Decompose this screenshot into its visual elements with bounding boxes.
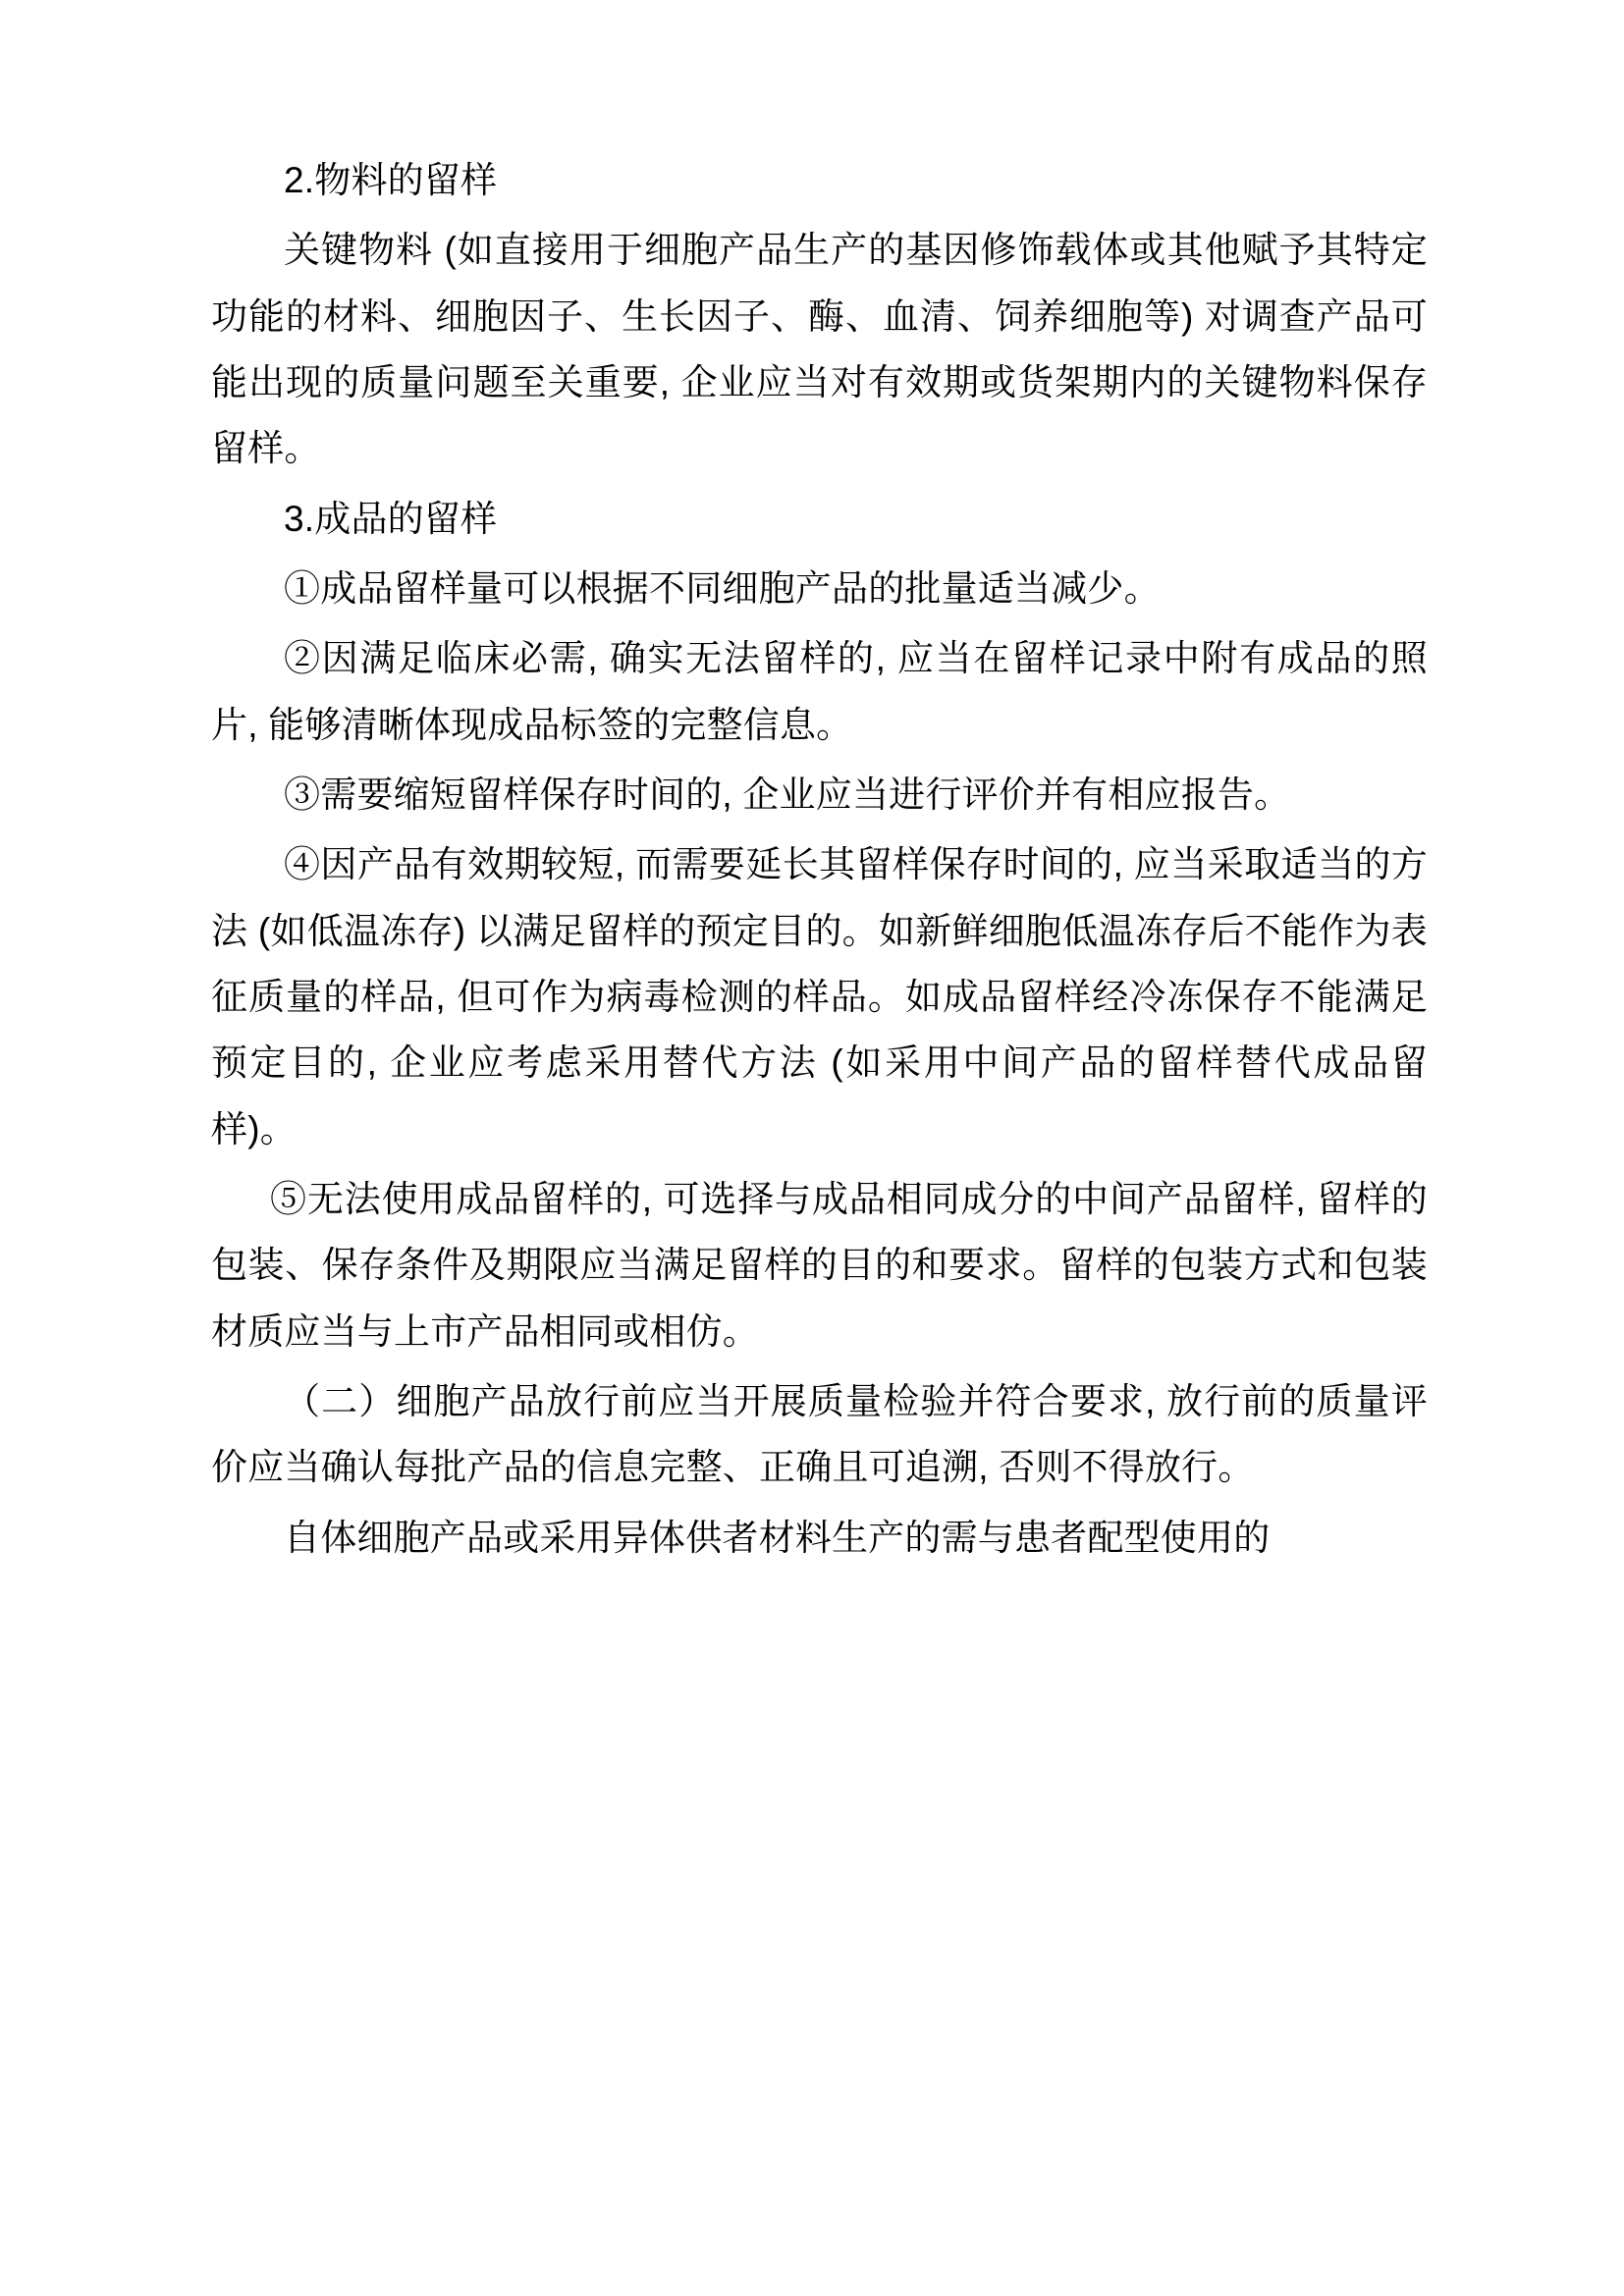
paragraph-item-5-intermediate-product-retention: ⑤无法使用成品留样的, 可选择与成品相同成分的中间产品留样, 留样的包装、保存条件及期限应当满足留样的目的和要求。留样的包装方式和包装材质应当与上市产品相同或相仿。 (211, 1178, 1428, 1352)
paragraph-heading-3-finished-product-retention: 3.成品的留样 (284, 498, 498, 539)
paragraph-autologous-cell-products: 自体细胞产品或采用异体供者材料生产的需与患者配型使用的 (284, 1517, 1271, 1558)
paragraph-item-1-retention-amount: ①成品留样量可以根据不同细胞产品的批量适当减少。 (284, 567, 1161, 609)
paragraph-item-2-clinical-need: ②因满足临床必需, 确实无法留样的, 应当在留样记录中附有成品的照片, 能够清晰体现成品标签的完整信息。 (211, 638, 1428, 745)
paragraph-item-3-shorten-storage-time: ③需要缩短留样保存时间的, 企业应当进行评价并有相应报告。 (284, 774, 1291, 815)
paragraph-section-2-release-quality-inspection: （二）细胞产品放行前应当开展质量检验并符合要求, 放行前的质量评价应当确认每批产品的信息完整、正确且可追溯, 否则不得放行。 (211, 1380, 1428, 1488)
paragraph-heading-2-material-retention: 2.物料的留样 (284, 160, 498, 200)
document-body (211, 147, 1428, 1571)
paragraph-item-4-extend-storage-time: ④因产品有效期较短, 而需要延长其留样保存时间的, 应当采取适当的方法 (如低温冻存) 以满足留样的预定目的。如新鲜细胞低温冻存后不能作为表征质量的样品, 但可作为病毒检测的样品。如成品留样经冷冻保存不能满足预定目的, 企业应考虑采用替代方法 (如采用中间产品的留样替代成品留样)。 (211, 844, 1428, 1149)
paragraph-key-materials: 关键物料 (如直接用于细胞产品生产的基因修饰载体或其他赋予其特定功能的材料、细胞因子、生长因子、酶、血清、饲养细胞等) 对调查产品可能出现的质量问题至关重要, 企业应当对有效期或货架期内的关键物料保存留样。 (211, 230, 1428, 469)
